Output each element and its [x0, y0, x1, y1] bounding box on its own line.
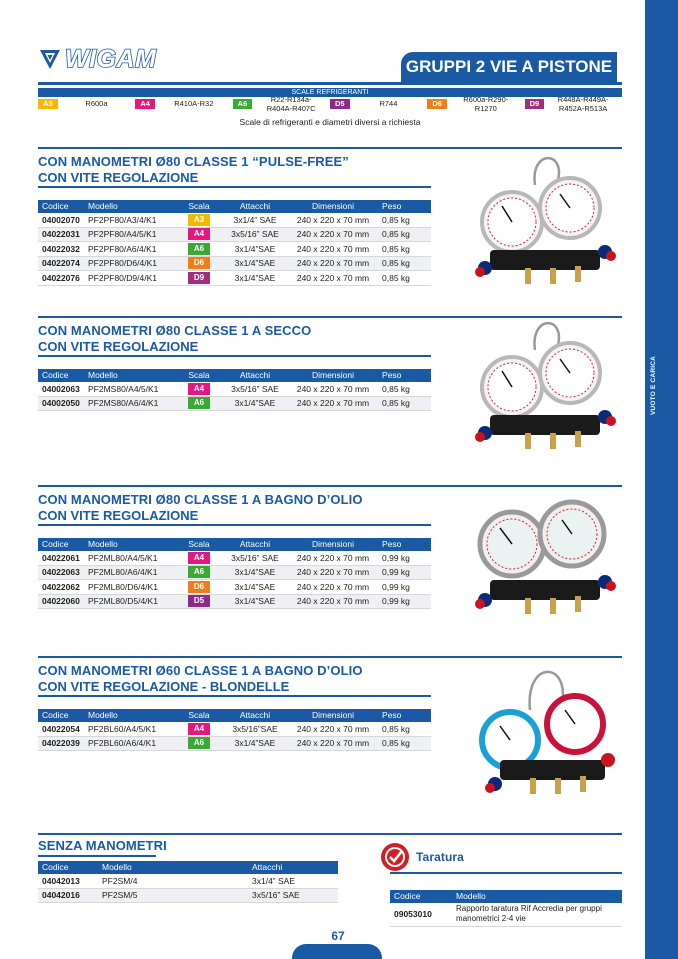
- col-header: Dimensioni: [288, 200, 378, 213]
- table-row: [38, 594, 431, 609]
- cell-weight: 0,99 kg: [378, 565, 431, 580]
- scale-badge: A4: [188, 383, 210, 395]
- scale-refrigerants: R600a: [85, 99, 108, 108]
- scale-badge: A3: [38, 99, 58, 109]
- cell-dimensions: 240 x 220 x 70 mm: [288, 551, 378, 566]
- cell-connections: 3x1/4”SAE: [222, 565, 288, 580]
- cell-scale: [176, 396, 222, 411]
- manifold-gauge-image-3: [470, 482, 620, 632]
- page-title: GRUPPI 2 VIE A PISTONE: [401, 52, 617, 82]
- cell-dimensions: 240 x 220 x 70 mm: [288, 382, 378, 397]
- cell-connections: 3x1/4”SAE: [222, 594, 288, 609]
- col-header: Codice: [38, 709, 84, 722]
- cell-model: PF2PF80/D9/4/K1: [84, 271, 176, 286]
- scale-badge: A6: [188, 397, 210, 409]
- cell-code: 04002050: [38, 396, 84, 411]
- cell-model: PF2SM/5: [98, 888, 248, 903]
- cell-model: PF2ML80/A6/4/K1: [84, 565, 176, 580]
- no-gauges-section: [38, 838, 338, 903]
- col-header: Scala: [176, 709, 222, 722]
- table-row: [38, 271, 431, 286]
- cell-scale: [176, 256, 222, 271]
- cell-weight: 0,85 kg: [378, 736, 431, 751]
- cell-model: PF2ML80/D6/4/K1: [84, 580, 176, 595]
- cell-scale: [176, 594, 222, 609]
- table-row: [38, 888, 338, 903]
- footer-divider: [38, 833, 622, 835]
- table-row: [38, 396, 431, 411]
- scale-refrigerants: R744: [379, 99, 398, 108]
- cell-scale: [176, 565, 222, 580]
- section-underline: [38, 186, 431, 188]
- section-underline: [38, 524, 431, 526]
- col-header: Peso: [378, 538, 431, 551]
- cell-weight: 0,85 kg: [378, 722, 431, 737]
- cell-code: 04022062: [38, 580, 84, 595]
- table-row: [38, 565, 431, 580]
- col-header: Modello: [84, 200, 176, 213]
- cell-dimensions: 240 x 220 x 70 mm: [288, 736, 378, 751]
- cell-connections: 3x5/16” SAE: [222, 227, 288, 242]
- scales-legend: [38, 94, 622, 113]
- cell-code: 04022039: [38, 736, 84, 751]
- col-header: Codice: [38, 538, 84, 551]
- product-section: [38, 485, 438, 609]
- col-header: Modello: [98, 861, 248, 874]
- table-row: [38, 213, 431, 228]
- cell-connections: 3x5/16”SAE: [222, 722, 288, 737]
- col-header: Codice: [38, 369, 84, 382]
- cell-weight: 0,85 kg: [378, 242, 431, 257]
- brand-logo-text: WIGAM: [65, 44, 157, 73]
- scale-refrigerants: R410A-R32: [174, 99, 214, 108]
- no-gauges-underline: [38, 855, 156, 857]
- cell-connections: 3x1/4” SAE: [248, 874, 338, 889]
- section-title: CON MANOMETRI Ø80 CLASSE 1 A SECCO: [38, 323, 312, 338]
- manifold-gauge-image-2: [470, 315, 620, 465]
- cell-connections: 3x1/4”SAE: [222, 580, 288, 595]
- scale-badge: D6: [188, 581, 210, 593]
- cell-dimensions: 240 x 220 x 70 mm: [288, 580, 378, 595]
- col-header: Scala: [176, 369, 222, 382]
- page-number: 67: [331, 929, 345, 943]
- col-header: Dimensioni: [288, 709, 378, 722]
- col-header: Modello: [452, 890, 622, 903]
- section-subtitle: CON VITE REGOLAZIONE - BLONDELLE: [38, 679, 290, 694]
- col-header: Dimensioni: [288, 369, 378, 382]
- table-row: [38, 736, 431, 751]
- col-header: Attacchi: [222, 538, 288, 551]
- col-header: Codice: [38, 200, 84, 213]
- scale-badge: A6: [188, 737, 210, 749]
- table-row: [38, 580, 431, 595]
- section-divider: [38, 147, 622, 149]
- col-header: Attacchi: [222, 369, 288, 382]
- col-header: Peso: [378, 709, 431, 722]
- cell-code: 04022032: [38, 242, 84, 257]
- page-number-tab: [292, 944, 382, 959]
- cell-model: PF2MS80/A4/5/K1: [84, 382, 176, 397]
- product-table: [38, 709, 431, 752]
- cell-scale: [176, 213, 222, 228]
- section-title: CON MANOMETRI Ø80 CLASSE 1 “PULSE-FREE”: [38, 154, 349, 169]
- section-subtitle: CON VITE REGOLAZIONE: [38, 339, 199, 354]
- cell-code: 04022031: [38, 227, 84, 242]
- col-header: Modello: [84, 709, 176, 722]
- no-gauges-table: [38, 861, 338, 904]
- cell-model: PF2PF80/A6/4/K1: [84, 242, 176, 257]
- scale-badge: A6: [188, 566, 210, 578]
- cell-code: 04042013: [38, 874, 98, 889]
- table-row: [38, 874, 338, 889]
- table-row: [38, 722, 431, 737]
- product-section: [38, 656, 438, 751]
- cell-dimensions: 240 x 220 x 70 mm: [288, 242, 378, 257]
- section-divider: [38, 656, 622, 658]
- manifold-gauge-image-4: [470, 660, 620, 810]
- scale-badge: A6: [188, 243, 210, 255]
- col-header: Attacchi: [248, 861, 338, 874]
- section-subtitle: CON VITE REGOLAZIONE: [38, 170, 199, 185]
- col-header: Codice: [390, 890, 452, 903]
- cell-code: 04022076: [38, 271, 84, 286]
- cell-dimensions: 240 x 220 x 70 mm: [288, 396, 378, 411]
- scale-badge: A4: [188, 552, 210, 564]
- scale-badge: A4: [188, 228, 210, 240]
- cell-code: 04042016: [38, 888, 98, 903]
- section-underline: [38, 695, 431, 697]
- section-subtitle: CON VITE REGOLAZIONE: [38, 508, 199, 523]
- side-category-label: VUOTO E CARICA: [650, 355, 657, 415]
- section-title: CON MANOMETRI Ø60 CLASSE 1 A BAGNO D’OLIO: [38, 663, 363, 678]
- certified-check-icon: [380, 842, 410, 872]
- side-band: [645, 0, 678, 959]
- cell-code: 04022074: [38, 256, 84, 271]
- taratura-section: [380, 842, 622, 927]
- cell-dimensions: 240 x 220 x 70 mm: [288, 722, 378, 737]
- cell-model: PF2SM/4: [98, 874, 248, 889]
- table-row: [38, 382, 431, 397]
- cell-model: PF2BL60/A4/5/K1: [84, 722, 176, 737]
- product-table: [38, 369, 431, 412]
- cell-model: PF2ML80/A4/5/K1: [84, 551, 176, 566]
- taratura-title: Taratura: [416, 850, 464, 864]
- scale-badge: A3: [188, 214, 210, 226]
- cell-dimensions: 240 x 220 x 70 mm: [288, 213, 378, 228]
- scale-badge: D6: [427, 99, 447, 109]
- col-header: Scala: [176, 538, 222, 551]
- table-row: [38, 551, 431, 566]
- manifold-gauge-image-1: [470, 150, 620, 300]
- scale-badge: D5: [330, 99, 350, 109]
- product-table: [38, 200, 431, 286]
- col-header: Attacchi: [222, 200, 288, 213]
- scale-refrigerants: R448A-R449A-R452A-R513A: [557, 94, 609, 113]
- cell-code: 04002070: [38, 213, 84, 228]
- scale-badge: A6: [233, 99, 253, 109]
- col-header: Codice: [38, 861, 98, 874]
- section-underline: [38, 355, 431, 357]
- cell-scale: [176, 227, 222, 242]
- cell-model: Rapporto taratura Rif Accredia per gruppi manometrici 2-4 vie: [452, 903, 622, 927]
- no-gauges-title: SENZA MANOMETRI: [38, 838, 167, 853]
- table-row: [38, 256, 431, 271]
- table-row: [390, 903, 622, 927]
- cell-code: 04022054: [38, 722, 84, 737]
- cell-dimensions: 240 x 220 x 70 mm: [288, 256, 378, 271]
- cell-scale: [176, 242, 222, 257]
- cell-weight: 0,99 kg: [378, 594, 431, 609]
- col-header: Peso: [378, 200, 431, 213]
- cell-scale: [176, 736, 222, 751]
- section-title: CON MANOMETRI Ø80 CLASSE 1 A BAGNO D’OLIO: [38, 492, 363, 507]
- cell-scale: [176, 382, 222, 397]
- cell-dimensions: 240 x 220 x 70 mm: [288, 594, 378, 609]
- scale-badge: D6: [188, 257, 210, 269]
- cell-code: 04002063: [38, 382, 84, 397]
- cell-scale: [176, 722, 222, 737]
- cell-scale: [176, 551, 222, 566]
- col-header: Peso: [378, 369, 431, 382]
- taratura-underline: [390, 872, 622, 874]
- cell-weight: 0,85 kg: [378, 213, 431, 228]
- cell-model: PF2BL60/A6/4/K1: [84, 736, 176, 751]
- product-table: [38, 538, 431, 610]
- cell-model: PF2PF80/A3/4/K1: [84, 213, 176, 228]
- cell-weight: 0,85 kg: [378, 396, 431, 411]
- scales-header: SCALE REFRIGERANTI: [38, 88, 622, 97]
- wigam-logo-icon: [38, 47, 62, 71]
- cell-dimensions: 240 x 220 x 70 mm: [288, 565, 378, 580]
- product-section: [38, 147, 438, 286]
- cell-scale: [176, 580, 222, 595]
- table-row: [38, 242, 431, 257]
- col-header: Modello: [84, 538, 176, 551]
- title-divider: [38, 82, 622, 85]
- cell-connections: 3x1/4” SAE: [222, 213, 288, 228]
- cell-weight: 0,85 kg: [378, 271, 431, 286]
- brand-logo: [38, 44, 156, 74]
- scale-badge: D9: [525, 99, 545, 109]
- cell-weight: 0,85 kg: [378, 227, 431, 242]
- cell-connections: 3x5/16” SAE: [248, 888, 338, 903]
- cell-connections: 3x1/4”SAE: [222, 242, 288, 257]
- cell-connections: 3x5/16” SAE: [222, 551, 288, 566]
- taratura-header: [380, 842, 622, 872]
- scales-note: Scale di refrigeranti e diametri diversi a richiesta: [239, 117, 421, 127]
- scale-refrigerants: R22-R134a-R404A-R407C: [266, 94, 316, 113]
- cell-code: 04022060: [38, 594, 84, 609]
- cell-code: 09053010: [390, 903, 452, 927]
- cell-connections: 3x1/4”SAE: [222, 736, 288, 751]
- cell-connections: 3x5/16” SAE: [222, 382, 288, 397]
- scale-badge: D9: [188, 272, 210, 284]
- cell-code: 04022063: [38, 565, 84, 580]
- scale-refrigerants: R600a-R290-R1270: [463, 94, 509, 113]
- cell-dimensions: 240 x 220 x 70 mm: [288, 227, 378, 242]
- cell-connections: 3x1/4”SAE: [222, 256, 288, 271]
- col-header: Dimensioni: [288, 538, 378, 551]
- col-header: Modello: [84, 369, 176, 382]
- col-header: Scala: [176, 200, 222, 213]
- cell-weight: 0,85 kg: [378, 256, 431, 271]
- cell-code: 04022061: [38, 551, 84, 566]
- cell-model: PF2MS80/A6/4/K1: [84, 396, 176, 411]
- cell-scale: [176, 271, 222, 286]
- cell-weight: 0,99 kg: [378, 551, 431, 566]
- cell-dimensions: 240 x 220 x 70 mm: [288, 271, 378, 286]
- cell-connections: 3x1/4”SAE: [222, 396, 288, 411]
- product-section: [38, 316, 438, 411]
- cell-weight: 0,99 kg: [378, 580, 431, 595]
- scale-badge: A4: [188, 723, 210, 735]
- cell-model: PF2PF80/A4/5/K1: [84, 227, 176, 242]
- cell-connections: 3x1/4”SAE: [222, 271, 288, 286]
- cell-weight: 0,85 kg: [378, 382, 431, 397]
- scale-badge: A4: [135, 99, 155, 109]
- col-header: Attacchi: [222, 709, 288, 722]
- cell-model: PF2ML80/D5/4/K1: [84, 594, 176, 609]
- scale-badge: D5: [188, 595, 210, 607]
- cell-model: PF2PF80/D6/4/K1: [84, 256, 176, 271]
- taratura-table: [390, 890, 622, 928]
- table-row: [38, 227, 431, 242]
